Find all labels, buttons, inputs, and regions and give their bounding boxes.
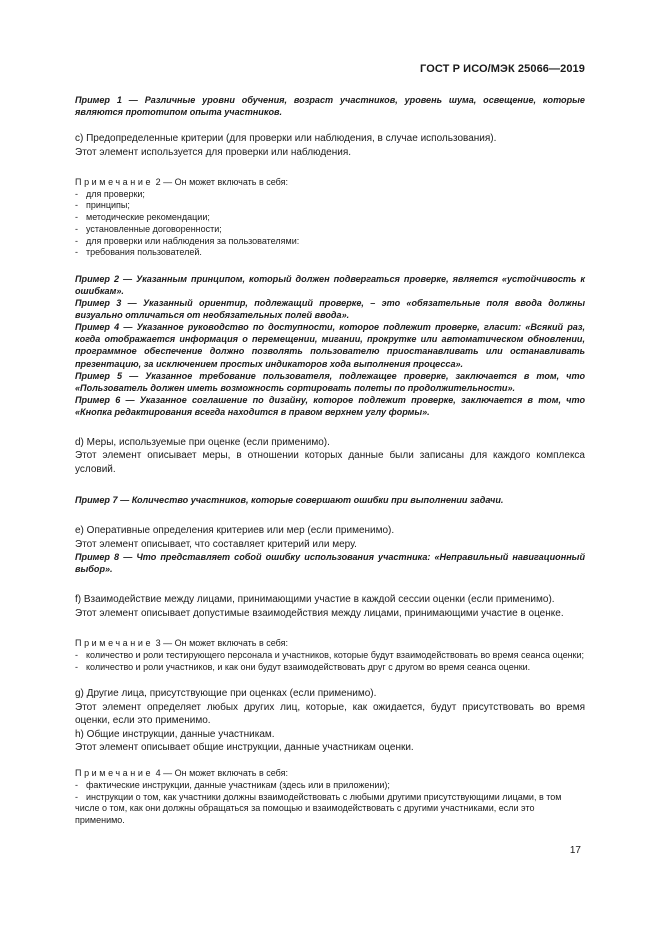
note-2-item: - методические рекомендации; (75, 212, 210, 223)
example-7: Пример 7 — Количество участников, которые совершают ошибки при выполнении задачи. (75, 495, 504, 506)
item-d-title: d) Меры, используемые при оценке (если применимо). (75, 437, 330, 449)
example-6: Пример 6 — Указанное соглашение по дизайну, которое подлежит проверке, заключается в том, что «Кнопка редактирования всегда находится в правом верхнем углу формы». (75, 394, 586, 417)
item-d-body: Этот элемент описывает меры, в отношении которых данные были записаны для каждого комплекса условий. (75, 450, 585, 475)
item-e-body: Этот элемент описывает, что составляет критерий или меру. (75, 538, 357, 550)
item-h-title: h) Общие инструкции, данные участникам. (75, 728, 275, 740)
note-2-label: Примечание (75, 177, 154, 187)
item-c-title: c) Предопределенные критерии (для проверки или наблюдения, в случае использования). (75, 133, 497, 145)
example-1 (75, 94, 585, 118)
standard-header: ГОСТ Р ИСО/МЭК 25066—2019 (420, 63, 585, 75)
item-f-title: f) Взаимодействие между лицами, принимающими участие в каждой сессии оценки (если применимо). (75, 594, 555, 606)
note-3-head: 3 — Он может включать в себя: (153, 638, 288, 649)
note-4-label: Примечание (75, 768, 154, 779)
note-4 (75, 768, 585, 827)
page-content (75, 94, 585, 827)
note-4-item: - инструкции о том, как участники должны взаимодействовать с любыми другими присутствующими лицами, в том числе о том, как они должны обращаться за помощью и взаимодействовать с другими участниками, если это применимо. (75, 791, 562, 826)
item-g-title: g) Другие лица, присутствующие при оценках (если применимо). (75, 688, 377, 700)
note-4-head: 4 — Он может включать в себя: (153, 768, 288, 779)
note-2-item: - для проверки; (75, 188, 145, 199)
example-1-lead: Пример 1 (75, 95, 122, 105)
item-e-title: e) Оперативные определения критериев или мер (если применимо). (75, 525, 395, 537)
page-number: 17 (569, 845, 581, 856)
item-h-body: Этот элемент описывает общие инструкции, данные участникам оценки. (75, 741, 414, 753)
item-f-body: Этот элемент описывает допустимые взаимодействия между лицами, принимающими участие в оценке. (75, 607, 564, 619)
example-3: Пример 3 — Указанный ориентир, подлежащий проверке, – это «обязательные поля ввода должны визуально отличаться от необязательных полей ввода». (75, 298, 585, 321)
note-2-item: - установленные договоренности; (75, 223, 222, 234)
note-2-item: - принципы; (75, 200, 130, 211)
note-3-label: Примечание (75, 638, 154, 649)
note-2-item: - для проверки или наблюдения за пользователями: (75, 235, 300, 246)
example-1-text: — Различные уровни обучения, возраст участников, уровень шума, освещение, которые являются прототипом опыта участников. (75, 95, 585, 118)
item-g-body: Этот элемент определяет любых других лиц, которые, как ожидается, будут присутствовать во время оценки, если это применимо. (75, 701, 585, 727)
note-4-item: - фактические инструкции, данные участникам (здесь или в приложении); (75, 780, 390, 791)
note-2 (75, 177, 585, 259)
example-2: Пример 2 — Указанным принципом, который должен подвергаться проверке, является «устойчивость к ошибкам». (75, 273, 585, 297)
note-3-item: - количество и роли тестирующего персонала и участников, которые будут взаимодействовать во время сеанса оценки; (75, 649, 585, 660)
item-c-body: Этот элемент используется для проверки или наблюдения. (75, 146, 352, 158)
note-2-head: 2 — Он может включать в себя: (153, 177, 288, 187)
note-3 (75, 638, 585, 673)
example-4: Пример 4 — Указанное руководство по доступности, которое подлежит проверке, гласит: «Всякий раз, когда отображается информация о перемещении, мигании, прокрутке или автоматическом обновлении, программное обеспечение должно позволять пользователю приостанавливать или останавливать презентацию, за исключением простых индикаторов хода выполнения процесса». (75, 322, 585, 369)
example-5: Пример 5 — Указанное требование пользователя, подлежащее проверке, заключается в том, что «Пользователь должен иметь возможность сортировать полеты по продолжительности». (75, 370, 585, 393)
note-2-item: - требования пользователей. (75, 247, 202, 258)
note-3-item: - количество и роли участников, и как они будут взаимодействовать друг с другом во время сеанса оценки. (75, 661, 531, 672)
example-8: Пример 8 — Что представляет собой ошибку использования участника: «Неправильный навигационный выбор». (75, 552, 586, 575)
